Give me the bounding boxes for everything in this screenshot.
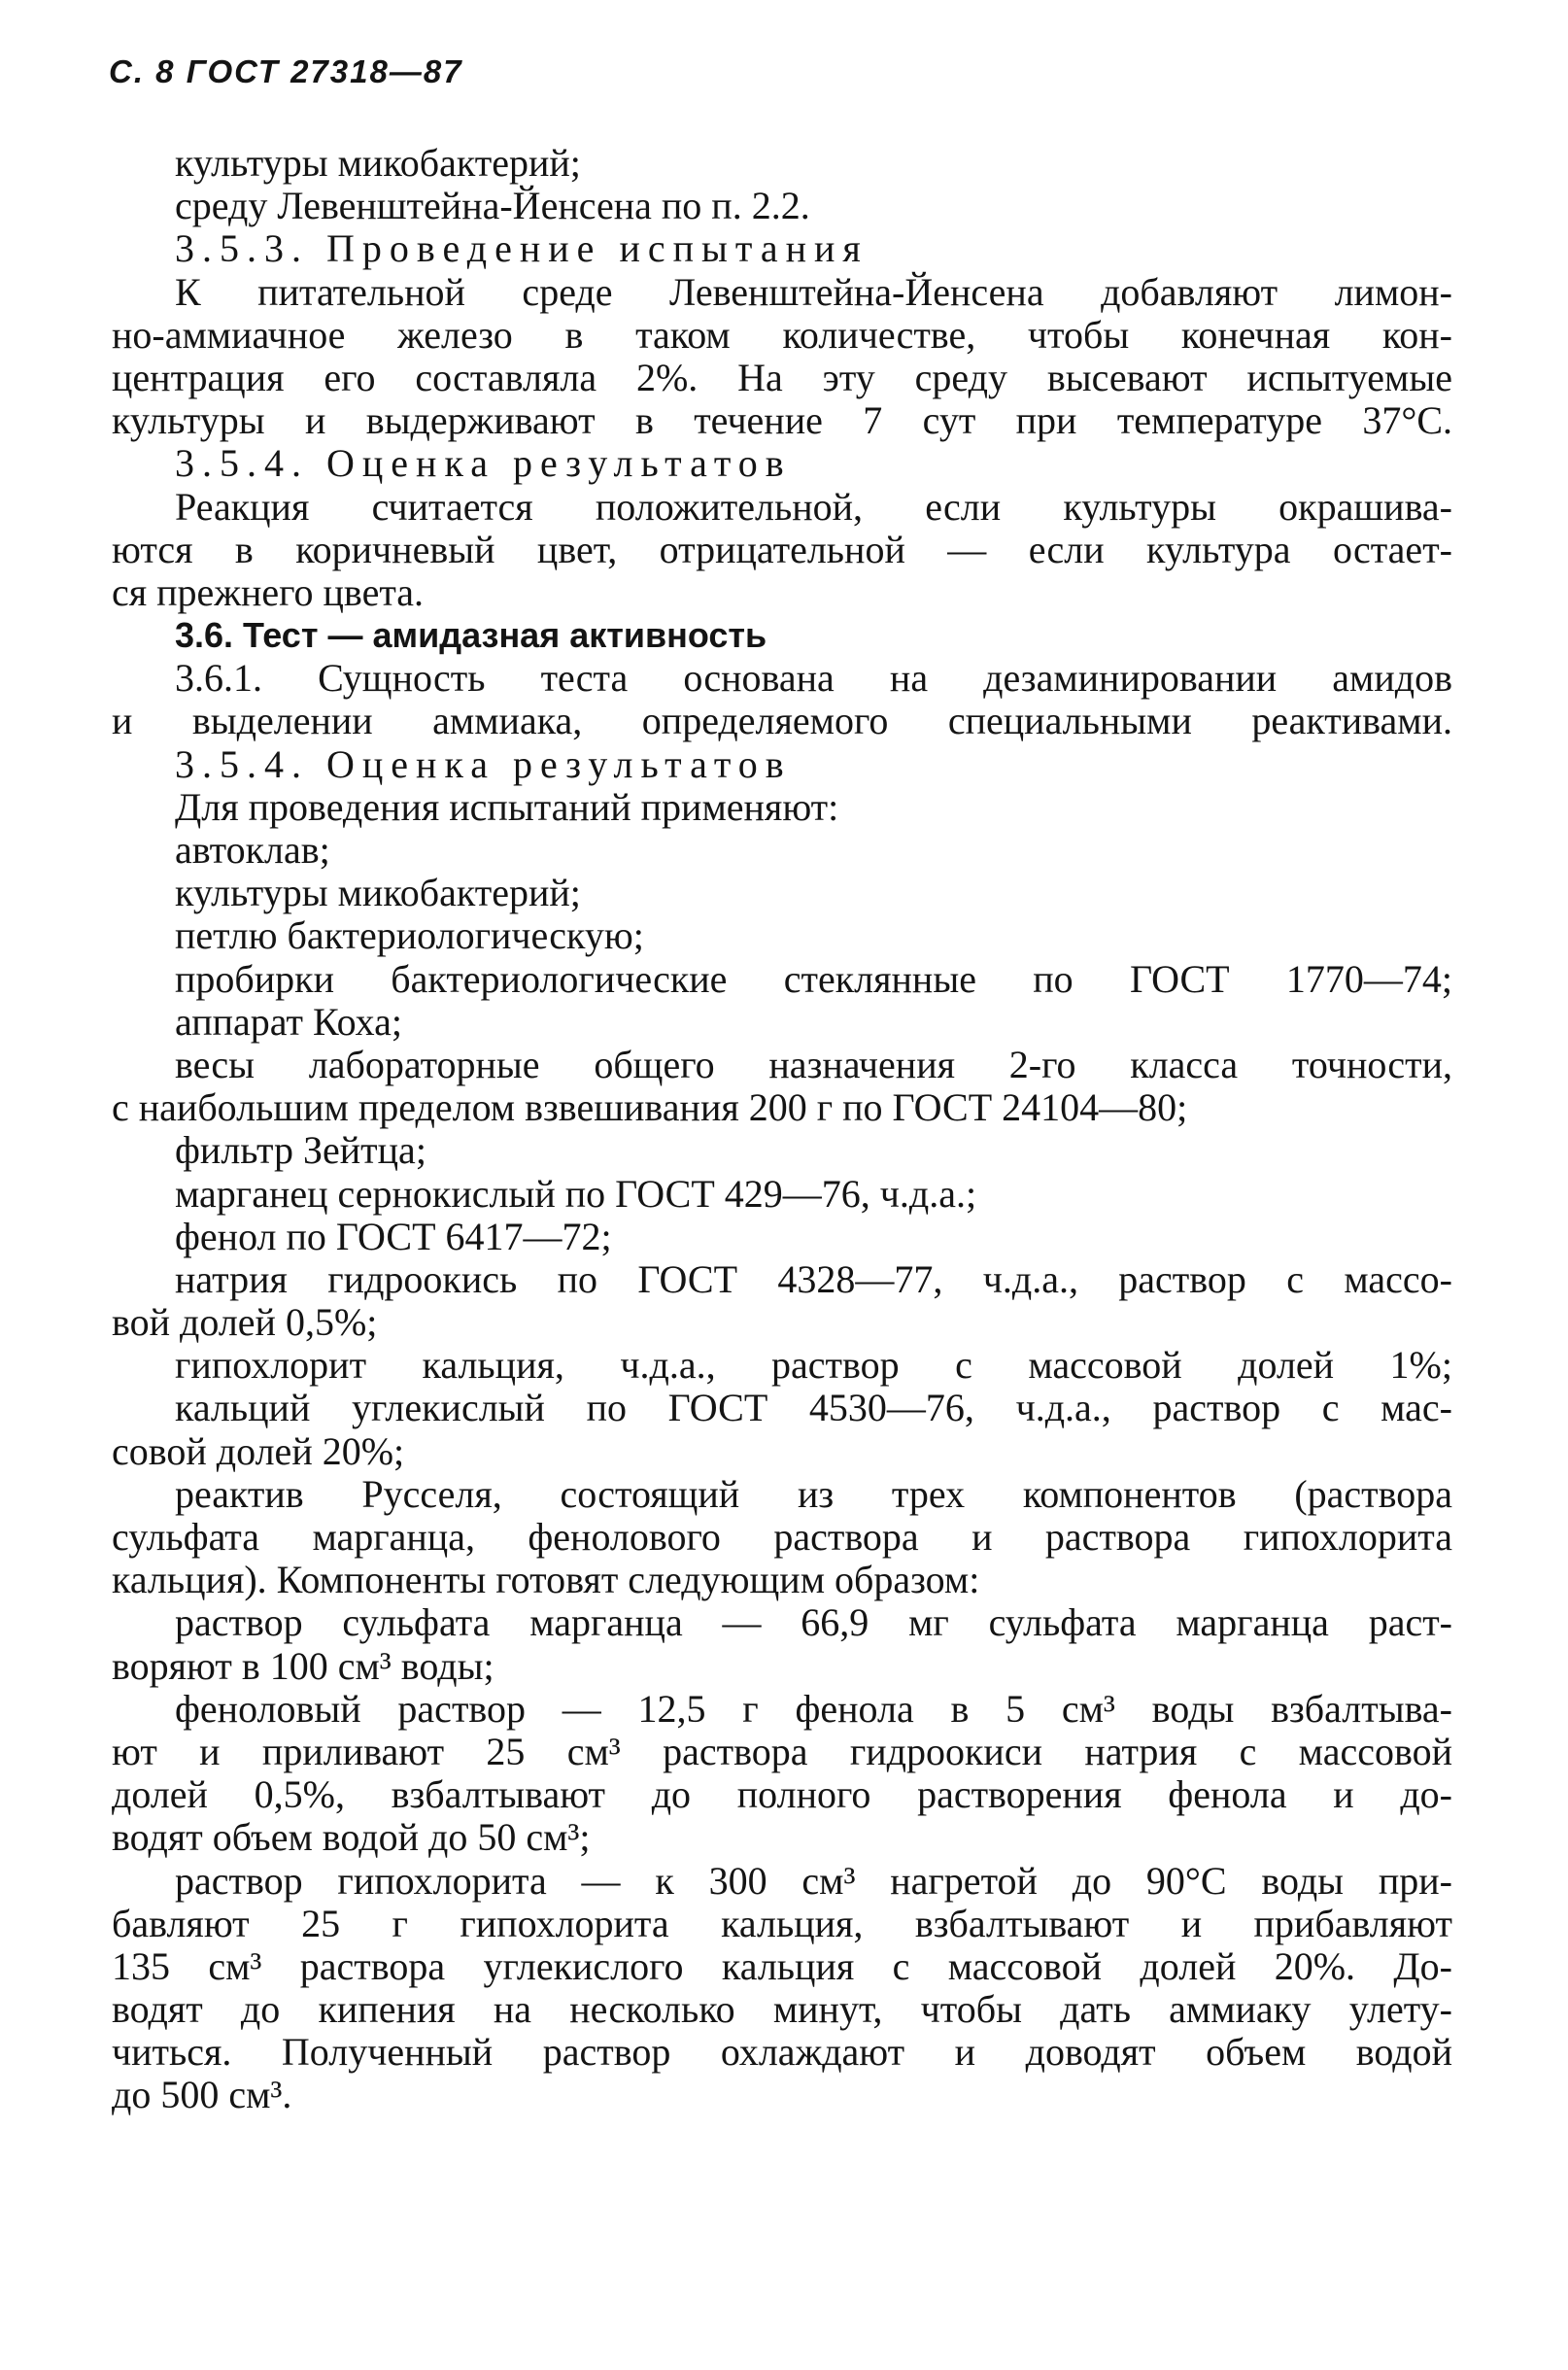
text-line: совой долей 20%; xyxy=(112,1428,405,1473)
text-line: воряют в 100 см³ воды; xyxy=(112,1643,494,1688)
text-line: с наибольшим пределом взвешивания 200 г по ГОСТ 24104—80; xyxy=(112,1085,1188,1130)
list-item: натрия гидроокись по ГОСТ 4328—77, ч.д.а., раствор с массо- xyxy=(175,1256,1452,1301)
text-line: и выделении аммиака, определяемого специальными реактивами. xyxy=(112,699,1452,743)
list-item: петлю бактериологическую; xyxy=(175,913,644,958)
text-line: но-аммиачное железо в таком количестве, чтобы конечная кон- xyxy=(112,312,1452,357)
text-line: до 500 см³. xyxy=(112,2073,292,2117)
text-line: ют и приливают 25 см³ раствора гидроокиси натрия с массовой xyxy=(112,1729,1452,1773)
list-item: раствор сульфата марганца — 66,9 мг сульфата марганца раст- xyxy=(175,1600,1452,1645)
text-line: 135 см³ раствора углекислого кальция с массовой долей 20%. До- xyxy=(112,1943,1452,1988)
text-line: кальция). Компоненты готовят следующим образом: xyxy=(112,1558,980,1602)
list-item: реактив Русселя, состоящий из трех компонентов (раствора xyxy=(175,1471,1452,1516)
list-item: фильтр Зейтца; xyxy=(175,1128,426,1173)
section-heading: 3.6. Тест — амидазная активность xyxy=(175,615,767,656)
list-item: фенол по ГОСТ 6417—72; xyxy=(175,1214,612,1258)
list-item: феноловый раствор — 12,5 г фенола в 5 см³ воды взбалтыва- xyxy=(175,1686,1452,1731)
list-item: марганец сернокислый по ГОСТ 429—76, ч.д.а.; xyxy=(175,1171,977,1216)
list-item: весы лабораторные общего назначения 2-го класса точности, xyxy=(175,1042,1452,1086)
text-line: Реакция считается положительной, если культуры окрашива- xyxy=(175,484,1452,529)
text-line: водят объем водой до 50 см³; xyxy=(112,1815,591,1860)
text-line: ся прежнего цвета. xyxy=(112,569,425,614)
text-line: бавляют 25 г гипохлорита кальция, взбалтывают и прибавляют xyxy=(112,1901,1452,1945)
text-line: сульфата марганца, фенолового раствора и раствора гипохлорита xyxy=(112,1515,1452,1559)
text-line: 3.6.1. Сущность теста основана на дезаминировании амидов xyxy=(175,656,1452,701)
text-line: читься. Полученный раствор охлаждают и доводят объем водой xyxy=(112,2030,1452,2075)
list-item: раствор гипохлорита — к 300 см³ нагретой до 90°С воды при- xyxy=(175,1858,1452,1903)
subsection-heading: 3.5.4. Оценка результатов xyxy=(175,441,792,486)
list-item: культуры микобактерий; xyxy=(175,871,581,915)
list-item: кальций углекислый по ГОСТ 4530—76, ч.д.а., раствор с мас- xyxy=(175,1386,1452,1430)
text-line: вой долей 0,5%; xyxy=(112,1300,378,1345)
text-line: водят до кипения на несколько минут, чтобы дать аммиаку улету- xyxy=(112,1987,1452,2032)
list-item: пробирки бактериологические стеклянные по ГОСТ 1770—74; xyxy=(175,956,1452,1001)
subsection-heading: 3.5.4. Оценка результатов xyxy=(175,741,792,786)
list-item: гипохлорит кальция, ч.д.а., раствор с массовой долей 1%; xyxy=(175,1343,1452,1388)
text-line: центрация его составляла 2%. На эту среду высевают испытуемые xyxy=(112,355,1452,399)
running-header: С. 8 ГОСТ 27318—87 xyxy=(109,53,463,89)
text-line: Для проведения испытаний применяют: xyxy=(175,784,839,829)
list-item: автоклав; xyxy=(175,828,330,872)
text-line: долей 0,5%, взбалтывают до полного растворения фенола и до- xyxy=(112,1772,1452,1817)
text-line: культуры и выдерживают в течение 7 сут при температуре 37°С. xyxy=(112,398,1452,443)
text-line: культуры микобактерий; xyxy=(175,141,581,185)
text-line: среду Левенштейна-Йенсена по п. 2.2. xyxy=(175,184,810,228)
subsection-heading: 3.5.3. Проведение испытания xyxy=(175,226,869,271)
document-body xyxy=(112,142,1452,2117)
text-line: К питательной среде Левенштейна-Йенсена добавляют лимон- xyxy=(175,269,1452,314)
text-line: ются в коричневый цвет, отрицательной — если культура остает- xyxy=(112,527,1452,571)
list-item: аппарат Коха; xyxy=(175,999,403,1044)
